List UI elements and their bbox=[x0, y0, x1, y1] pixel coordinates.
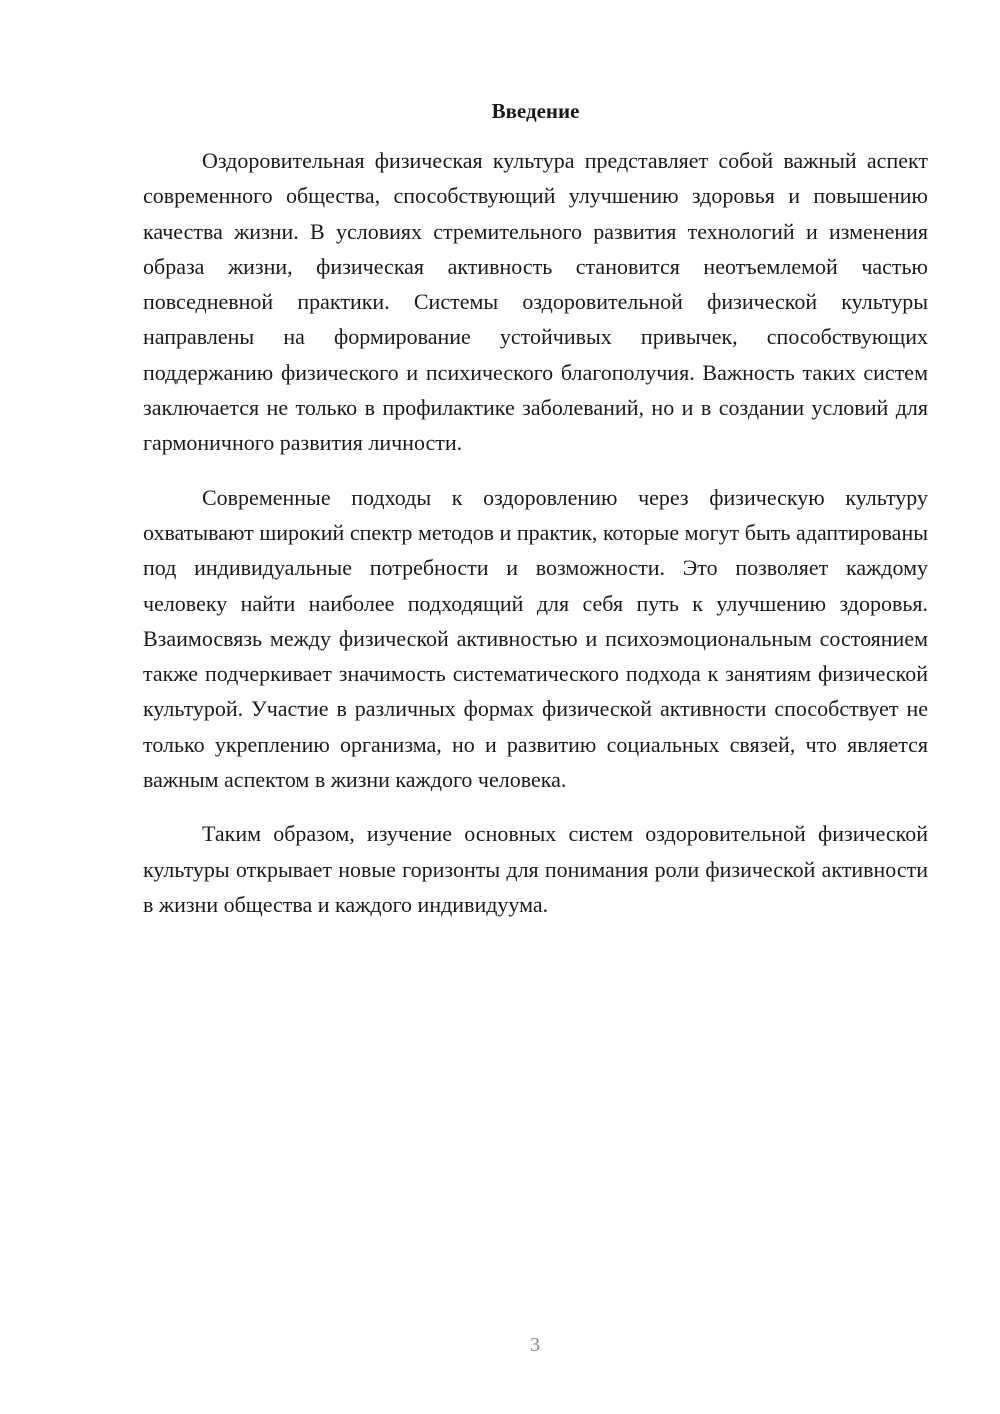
paragraph-3: Таким образом, изучение основных систем оздоровительной физической культуры открывает новые горизонты для понимания роли физической активности в жизни общества и каждого индивидуума. bbox=[143, 821, 928, 917]
page-title: Введение bbox=[491, 99, 580, 123]
paragraph-1: Оздоровительная физическая культура представляет собой важный аспект современного общества, способствующий улучшению здоровья и повышению качества жизни. В условиях стремительного развития технологий и изменения образа жизни, физическая активность становится неотъемлемой частью повседневной практики. Системы оздоровительной физической культуры направлены на формирование устойчивых привычек, способствующих поддержанию физического и психического благополучия. Важность таких систем заключается не только в профилактике заболеваний, но и в создании условий для гармоничного развития личности. bbox=[143, 148, 928, 456]
page-number: 3 bbox=[530, 1334, 540, 1356]
document-body bbox=[143, 143, 928, 941]
paragraph-2: Современные подходы к оздоровлению через физическую культуру охватывают широкий спектр методов и практик, которые могут быть адаптированы под индивидуальные потребности и возможности. Это позволяет каждому человеку найти наиболее подходящий для себя путь к улучшению здоровья. Взаимосвязь между физической активностью и психоэмоциональным состоянием также подчеркивает значимость систематического подхода к занятиям физической культурой. Участие в различных формах физической активности способствует не только укреплению организма, но и развитию социальных связей, что является важным аспектом в жизни каждого человека. bbox=[143, 484, 928, 793]
